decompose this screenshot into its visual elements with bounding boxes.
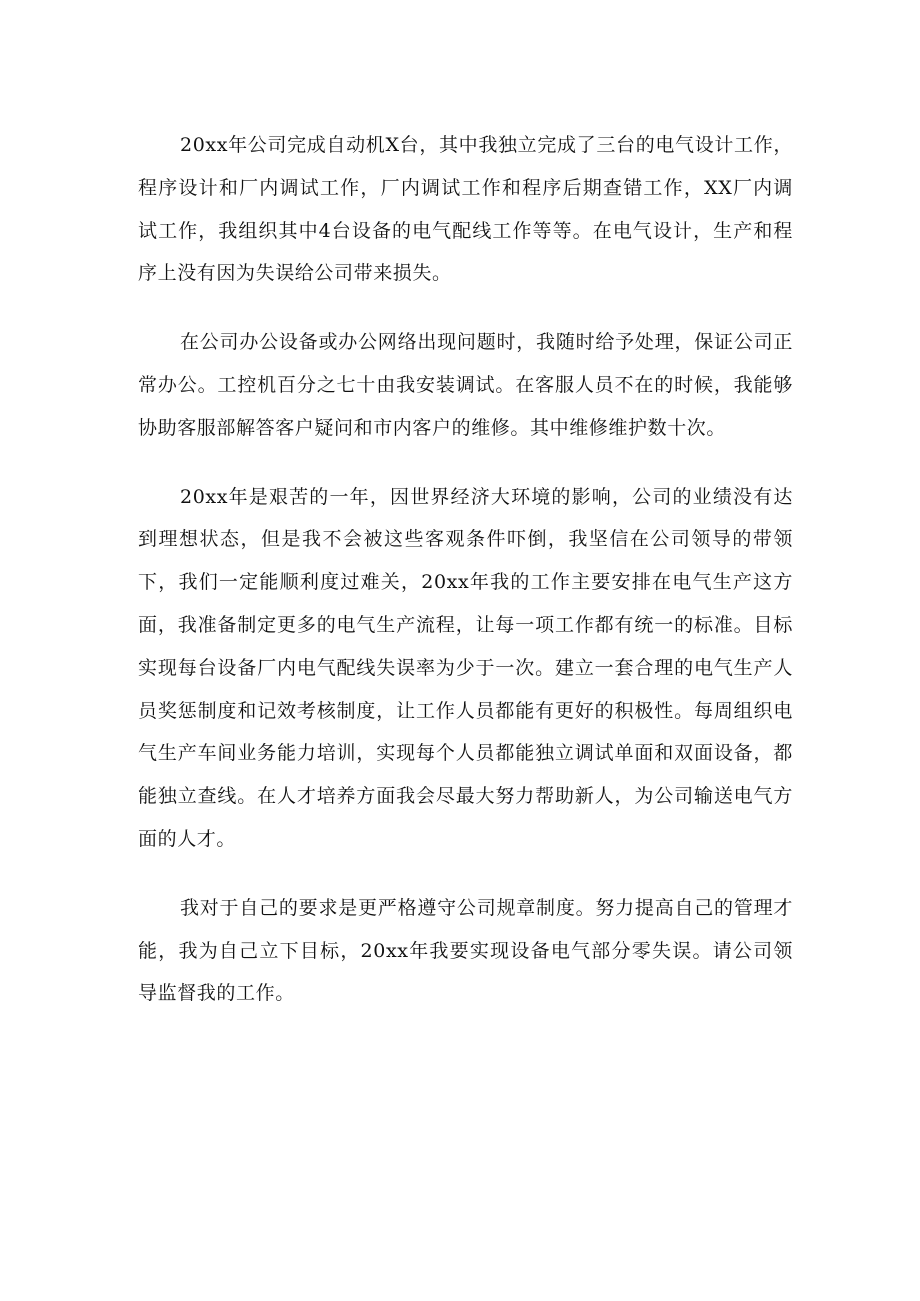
paragraph-4: 我对于自己的要求是更严格遵守公司规章制度。努力提高自己的管理才能，我为自己立下目标，20xx年我要实现设备电气部分零失误。请公司领导监督我的工作。: [138, 896, 793, 1005]
paragraph-3: 20xx年是艰苦的一年，因世界经济大环境的影响，公司的业绩没有达到理想状态，但是我不会被这些客观条件吓倒，我坚信在公司领导的带领下，我们一定能顺利度过难关，20xx年我的工作主要安排在电气生产这方面，我准备制定更多的电气生产流程，让每一项工作都有统一的标准。目标实现每台设备厂内电气配线失误率为少于一次。建立一套合理的电气生产人员奖惩制度和记效考核制度，让工作人员都能有更好的积极性。每周组织电气生产车间业务能力培训，实现每个人员都能独立调试单面和双面设备，都能独立查线。在人才培养方面我会尽最大努力帮助新人，为公司输送电气方面的人才。: [138, 485, 793, 850]
document-body: [138, 124, 793, 1041]
paragraph-2: 在公司办公设备或办公网络出现问题时，我随时给予处理，保证公司正常办公。工控机百分之七十由我安装调试。在客服人员不在的时候，我能够协助客服部解答客户疑问和市内客户的维修。其中维修维护数十次。: [138, 331, 793, 439]
paragraph-1: 20xx年公司完成自动机X台，其中我独立完成了三台的电气设计工作，程序设计和厂内调试工作，厂内调试工作和程序后期查错工作，XX厂内调试工作，我组织其中4台设备的电气配线工作等等。在电气设计，生产和程序上没有因为失误给公司带来损失。: [138, 134, 793, 285]
